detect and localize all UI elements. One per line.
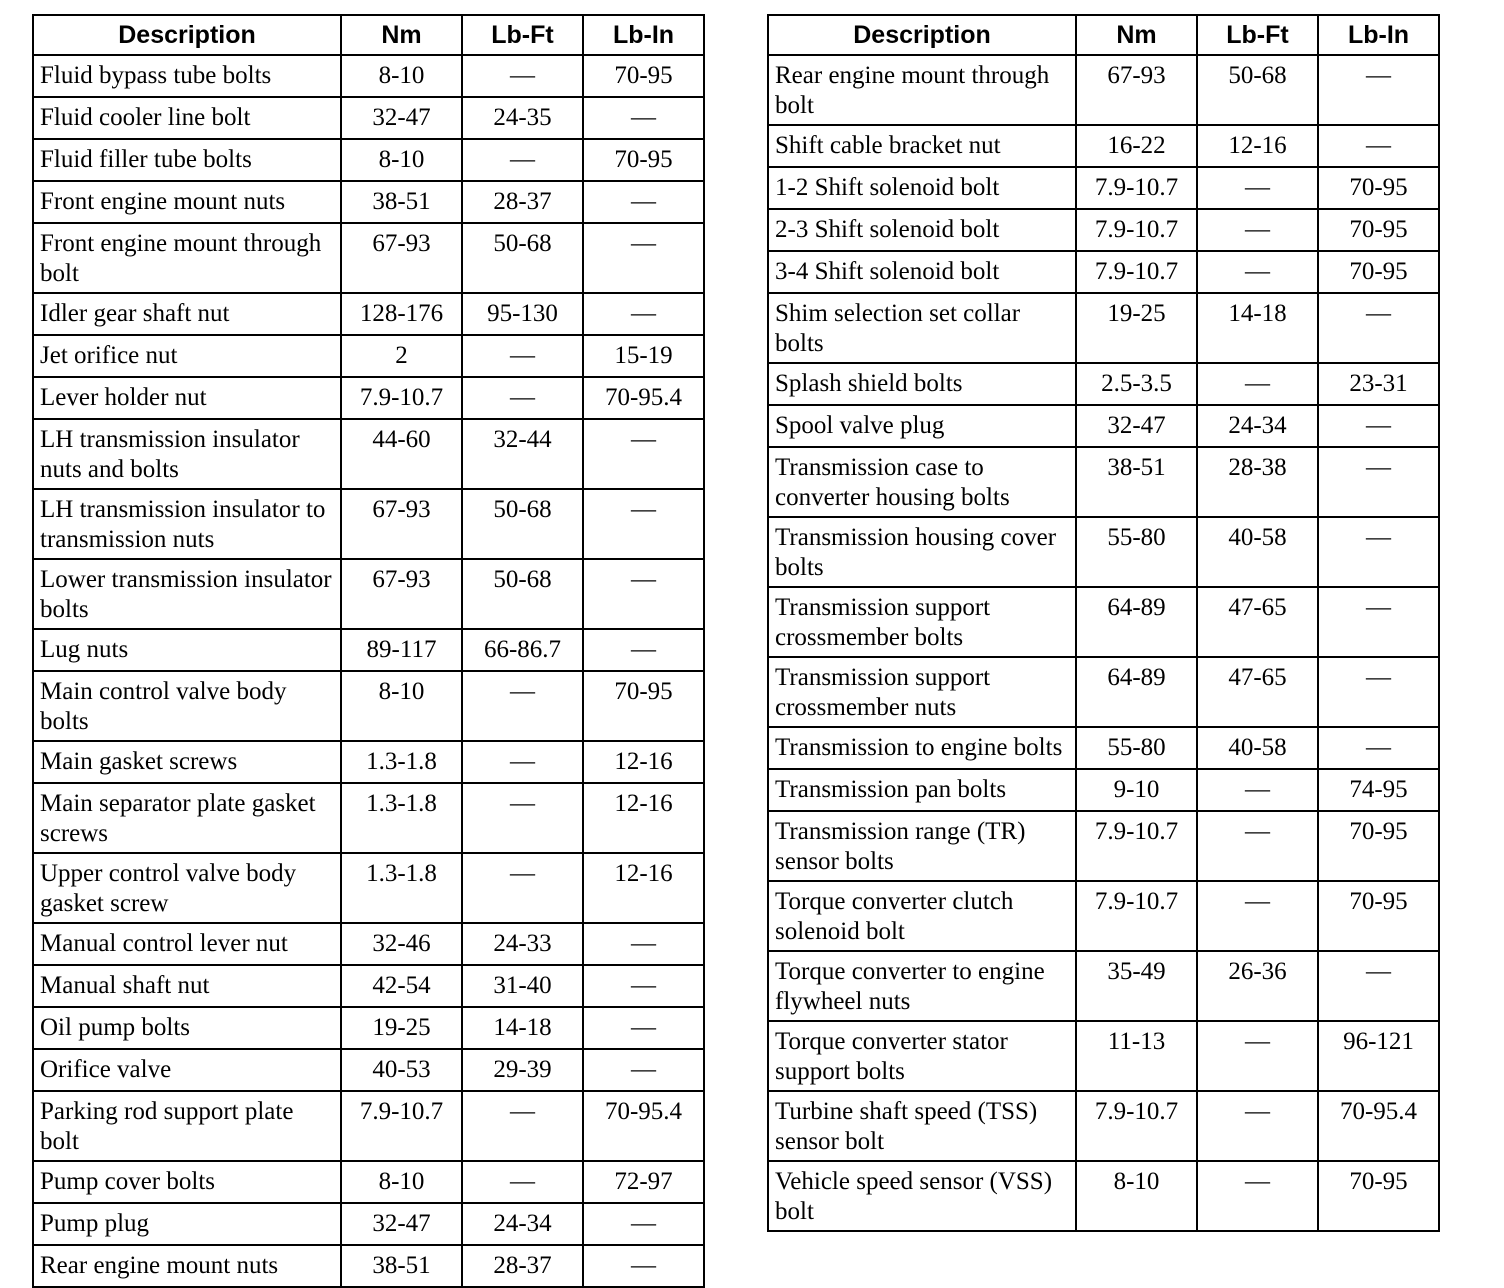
lb-ft-cell: 50-68	[1197, 55, 1318, 125]
description-cell: Front engine mount through bolt	[33, 223, 341, 293]
lb-in-cell: —	[583, 223, 704, 293]
lb-ft-cell: —	[1197, 1021, 1318, 1091]
lb-ft-cell: 14-18	[462, 1007, 583, 1049]
table-row	[768, 587, 1439, 657]
header-row	[33, 15, 704, 55]
description-cell: Torque converter stator support bolts	[768, 1021, 1076, 1091]
lb-in-cell: —	[583, 1007, 704, 1049]
lb-in-cell: —	[583, 923, 704, 965]
lb-ft-cell: —	[462, 139, 583, 181]
table-row	[33, 1203, 704, 1245]
description-cell: LH transmission insulator to transmission nuts	[33, 489, 341, 559]
lb-in-cell: —	[1318, 517, 1439, 587]
lb-in-cell: 70-95	[1318, 209, 1439, 251]
description-cell: Parking rod support plate bolt	[33, 1091, 341, 1161]
lb-ft-cell: —	[1197, 251, 1318, 293]
header-description: Description	[768, 15, 1076, 55]
lb-ft-cell: —	[462, 853, 583, 923]
lb-in-cell: 72-97	[583, 1161, 704, 1203]
nm-cell: 55-80	[1076, 517, 1197, 587]
table-row	[33, 1049, 704, 1091]
table-row	[768, 125, 1439, 167]
lb-ft-cell: —	[462, 741, 583, 783]
lb-ft-cell: 66-86.7	[462, 629, 583, 671]
description-cell: Manual control lever nut	[33, 923, 341, 965]
description-cell: 3-4 Shift solenoid bolt	[768, 251, 1076, 293]
nm-cell: 11-13	[1076, 1021, 1197, 1091]
description-cell: Spool valve plug	[768, 405, 1076, 447]
lb-ft-cell: —	[1197, 769, 1318, 811]
description-cell: Turbine shaft speed (TSS) sensor bolt	[768, 1091, 1076, 1161]
lb-in-cell: 70-95	[1318, 167, 1439, 209]
table-row	[768, 727, 1439, 769]
description-cell: Oil pump bolts	[33, 1007, 341, 1049]
lb-ft-cell: —	[1197, 881, 1318, 951]
description-cell: Rear engine mount through bolt	[768, 55, 1076, 125]
lb-in-cell: —	[1318, 405, 1439, 447]
lb-ft-cell: 40-58	[1197, 727, 1318, 769]
lb-ft-cell: —	[1197, 1161, 1318, 1231]
description-cell: Transmission to engine bolts	[768, 727, 1076, 769]
lb-ft-cell: 40-58	[1197, 517, 1318, 587]
table-row	[768, 251, 1439, 293]
lb-ft-cell: 47-65	[1197, 587, 1318, 657]
lb-ft-cell: —	[462, 335, 583, 377]
lb-ft-cell: 26-36	[1197, 951, 1318, 1021]
lb-ft-cell: 50-68	[462, 559, 583, 629]
lb-ft-cell: 14-18	[1197, 293, 1318, 363]
description-cell: Main control valve body bolts	[33, 671, 341, 741]
lb-ft-cell: —	[1197, 1091, 1318, 1161]
lb-ft-cell: —	[462, 783, 583, 853]
description-cell: Lever holder nut	[33, 377, 341, 419]
nm-cell: 7.9-10.7	[1076, 167, 1197, 209]
description-cell: Transmission housing cover bolts	[768, 517, 1076, 587]
nm-cell: 8-10	[1076, 1161, 1197, 1231]
torque-spec-table-right	[767, 14, 1440, 1232]
table-row	[33, 783, 704, 853]
description-cell: Lug nuts	[33, 629, 341, 671]
nm-cell: 9-10	[1076, 769, 1197, 811]
lb-in-cell: 70-95.4	[583, 1091, 704, 1161]
lb-in-cell: —	[583, 1245, 704, 1287]
lb-in-cell: —	[583, 559, 704, 629]
lb-in-cell: 96-121	[1318, 1021, 1439, 1091]
nm-cell: 7.9-10.7	[1076, 251, 1197, 293]
table-row	[768, 951, 1439, 1021]
lb-in-cell: —	[583, 965, 704, 1007]
table-row	[33, 97, 704, 139]
table-row	[33, 489, 704, 559]
nm-cell: 1.3-1.8	[341, 783, 462, 853]
nm-cell: 38-51	[341, 181, 462, 223]
lb-in-cell: —	[1318, 55, 1439, 125]
table-row	[768, 517, 1439, 587]
nm-cell: 19-25	[341, 1007, 462, 1049]
nm-cell: 38-51	[341, 1245, 462, 1287]
nm-cell: 44-60	[341, 419, 462, 489]
table-row	[33, 741, 704, 783]
table-row	[33, 1161, 704, 1203]
description-cell: Shift cable bracket nut	[768, 125, 1076, 167]
nm-cell: 40-53	[341, 1049, 462, 1091]
lb-in-cell: 70-95.4	[1318, 1091, 1439, 1161]
header-lb-in: Lb-In	[583, 15, 704, 55]
header-row	[768, 15, 1439, 55]
lb-in-cell: 74-95	[1318, 769, 1439, 811]
lb-in-cell: —	[1318, 587, 1439, 657]
table-row	[768, 293, 1439, 363]
nm-cell: 7.9-10.7	[1076, 881, 1197, 951]
table-row	[33, 181, 704, 223]
nm-cell: 64-89	[1076, 587, 1197, 657]
table-row	[768, 363, 1439, 405]
lb-ft-cell: 31-40	[462, 965, 583, 1007]
table-row	[33, 1245, 704, 1287]
table-row	[768, 55, 1439, 125]
description-cell: 2-3 Shift solenoid bolt	[768, 209, 1076, 251]
description-cell: Torque converter clutch solenoid bolt	[768, 881, 1076, 951]
description-cell: Torque converter to engine flywheel nuts	[768, 951, 1076, 1021]
nm-cell: 2.5-3.5	[1076, 363, 1197, 405]
lb-ft-cell: 28-37	[462, 181, 583, 223]
description-cell: Transmission range (TR) sensor bolts	[768, 811, 1076, 881]
lb-ft-cell: 28-37	[462, 1245, 583, 1287]
table-row	[768, 209, 1439, 251]
description-cell: Lower transmission insulator bolts	[33, 559, 341, 629]
header-lb-ft: Lb-Ft	[1197, 15, 1318, 55]
lb-ft-cell: 24-35	[462, 97, 583, 139]
nm-cell: 8-10	[341, 55, 462, 97]
lb-in-cell: —	[583, 419, 704, 489]
nm-cell: 1.3-1.8	[341, 853, 462, 923]
table-row	[33, 629, 704, 671]
table-row	[33, 965, 704, 1007]
description-cell: 1-2 Shift solenoid bolt	[768, 167, 1076, 209]
nm-cell: 16-22	[1076, 125, 1197, 167]
lb-ft-cell: —	[462, 55, 583, 97]
table-row	[768, 881, 1439, 951]
lb-in-cell: 70-95.4	[583, 377, 704, 419]
description-cell: Shim selection set collar bolts	[768, 293, 1076, 363]
lb-in-cell: 15-19	[583, 335, 704, 377]
nm-cell: 89-117	[341, 629, 462, 671]
lb-ft-cell: —	[1197, 363, 1318, 405]
table-row	[768, 1091, 1439, 1161]
header-nm: Nm	[1076, 15, 1197, 55]
table-row	[33, 419, 704, 489]
lb-in-cell: —	[583, 1049, 704, 1091]
nm-cell: 67-93	[341, 223, 462, 293]
table-row	[768, 1161, 1439, 1231]
lb-ft-cell: 29-39	[462, 1049, 583, 1091]
lb-in-cell: —	[1318, 125, 1439, 167]
description-cell: Main separator plate gasket screws	[33, 783, 341, 853]
description-cell: Fluid filler tube bolts	[33, 139, 341, 181]
table-row	[33, 223, 704, 293]
description-cell: Vehicle speed sensor (VSS) bolt	[768, 1161, 1076, 1231]
lb-in-cell: —	[583, 97, 704, 139]
table-row	[33, 1007, 704, 1049]
nm-cell: 7.9-10.7	[1076, 811, 1197, 881]
lb-ft-cell: 50-68	[462, 489, 583, 559]
table-row	[33, 559, 704, 629]
table-row	[768, 1021, 1439, 1091]
header-description: Description	[33, 15, 341, 55]
description-cell: Pump cover bolts	[33, 1161, 341, 1203]
lb-ft-cell: —	[1197, 209, 1318, 251]
lb-in-cell: —	[1318, 447, 1439, 517]
lb-ft-cell: 24-34	[1197, 405, 1318, 447]
nm-cell: 38-51	[1076, 447, 1197, 517]
lb-in-cell: 12-16	[583, 741, 704, 783]
nm-cell: 67-93	[341, 559, 462, 629]
nm-cell: 35-49	[1076, 951, 1197, 1021]
description-cell: Transmission case to converter housing bolts	[768, 447, 1076, 517]
nm-cell: 64-89	[1076, 657, 1197, 727]
lb-in-cell: —	[583, 489, 704, 559]
lb-in-cell: —	[1318, 657, 1439, 727]
nm-cell: 32-47	[341, 97, 462, 139]
nm-cell: 55-80	[1076, 727, 1197, 769]
lb-in-cell: 70-95	[583, 139, 704, 181]
description-cell: Fluid cooler line bolt	[33, 97, 341, 139]
lb-in-cell: —	[583, 293, 704, 335]
table-row	[33, 853, 704, 923]
nm-cell: 42-54	[341, 965, 462, 1007]
table-row	[33, 377, 704, 419]
lb-ft-cell: 47-65	[1197, 657, 1318, 727]
description-cell: Upper control valve body gasket screw	[33, 853, 341, 923]
torque-spec-table-left	[32, 14, 705, 1288]
description-cell: Main gasket screws	[33, 741, 341, 783]
nm-cell: 67-93	[341, 489, 462, 559]
nm-cell: 7.9-10.7	[1076, 209, 1197, 251]
lb-in-cell: 70-95	[1318, 811, 1439, 881]
lb-in-cell: —	[1318, 293, 1439, 363]
table-row	[33, 335, 704, 377]
lb-ft-cell: 12-16	[1197, 125, 1318, 167]
nm-cell: 32-47	[341, 1203, 462, 1245]
description-cell: Transmission support crossmember bolts	[768, 587, 1076, 657]
nm-cell: 1.3-1.8	[341, 741, 462, 783]
table-row	[33, 671, 704, 741]
description-cell: Transmission support crossmember nuts	[768, 657, 1076, 727]
description-cell: Front engine mount nuts	[33, 181, 341, 223]
lb-ft-cell: —	[462, 1161, 583, 1203]
lb-ft-cell: 28-38	[1197, 447, 1318, 517]
lb-ft-cell: —	[1197, 811, 1318, 881]
nm-cell: 2	[341, 335, 462, 377]
lb-in-cell: 23-31	[1318, 363, 1439, 405]
lb-in-cell: —	[583, 1203, 704, 1245]
lb-in-cell: —	[1318, 727, 1439, 769]
table-row	[768, 167, 1439, 209]
description-cell: LH transmission insulator nuts and bolts	[33, 419, 341, 489]
lb-ft-cell: —	[462, 1091, 583, 1161]
lb-in-cell: 70-95	[583, 671, 704, 741]
lb-ft-cell: 24-33	[462, 923, 583, 965]
description-cell: Fluid bypass tube bolts	[33, 55, 341, 97]
nm-cell: 32-46	[341, 923, 462, 965]
table-row	[768, 769, 1439, 811]
description-cell: Rear engine mount nuts	[33, 1245, 341, 1287]
lb-in-cell: —	[583, 629, 704, 671]
description-cell: Splash shield bolts	[768, 363, 1076, 405]
nm-cell: 67-93	[1076, 55, 1197, 125]
nm-cell: 7.9-10.7	[1076, 1091, 1197, 1161]
nm-cell: 32-47	[1076, 405, 1197, 447]
table-row	[33, 1091, 704, 1161]
lb-in-cell: 12-16	[583, 853, 704, 923]
table-row	[768, 447, 1439, 517]
nm-cell: 19-25	[1076, 293, 1197, 363]
header-lb-in: Lb-In	[1318, 15, 1439, 55]
table-row	[768, 405, 1439, 447]
lb-ft-cell: —	[462, 671, 583, 741]
table-row	[33, 55, 704, 97]
description-cell: Transmission pan bolts	[768, 769, 1076, 811]
table-row	[33, 139, 704, 181]
lb-ft-cell: —	[1197, 167, 1318, 209]
nm-cell: 7.9-10.7	[341, 1091, 462, 1161]
description-cell: Manual shaft nut	[33, 965, 341, 1007]
table-row	[768, 657, 1439, 727]
nm-cell: 128-176	[341, 293, 462, 335]
lb-in-cell: 70-95	[583, 55, 704, 97]
lb-in-cell: —	[1318, 951, 1439, 1021]
lb-in-cell: 70-95	[1318, 1161, 1439, 1231]
lb-ft-cell: 32-44	[462, 419, 583, 489]
nm-cell: 7.9-10.7	[341, 377, 462, 419]
lb-ft-cell: 50-68	[462, 223, 583, 293]
description-cell: Idler gear shaft nut	[33, 293, 341, 335]
lb-in-cell: 12-16	[583, 783, 704, 853]
lb-in-cell: —	[583, 181, 704, 223]
header-lb-ft: Lb-Ft	[462, 15, 583, 55]
lb-ft-cell: 24-34	[462, 1203, 583, 1245]
description-cell: Pump plug	[33, 1203, 341, 1245]
lb-in-cell: 70-95	[1318, 881, 1439, 951]
table-row	[768, 811, 1439, 881]
description-cell: Orifice valve	[33, 1049, 341, 1091]
table-row	[33, 923, 704, 965]
lb-in-cell: 70-95	[1318, 251, 1439, 293]
nm-cell: 8-10	[341, 1161, 462, 1203]
nm-cell: 8-10	[341, 139, 462, 181]
description-cell: Jet orifice nut	[33, 335, 341, 377]
table-row	[33, 293, 704, 335]
nm-cell: 8-10	[341, 671, 462, 741]
lb-ft-cell: 95-130	[462, 293, 583, 335]
header-nm: Nm	[341, 15, 462, 55]
lb-ft-cell: —	[462, 377, 583, 419]
